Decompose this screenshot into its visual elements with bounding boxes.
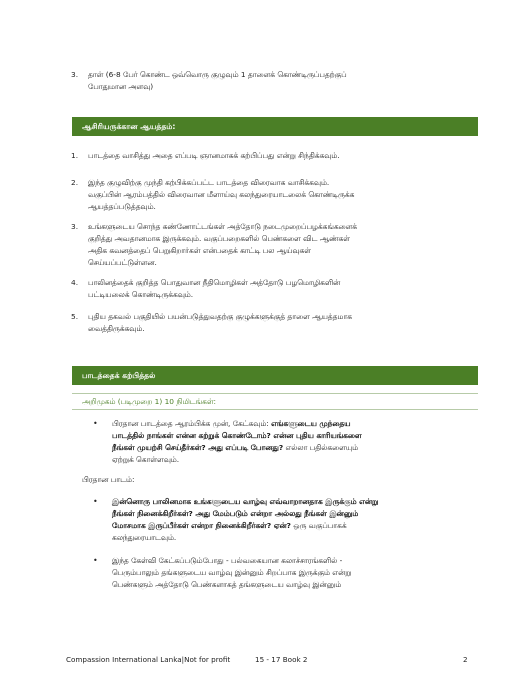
bullet-question: நீங்கள் முயற்சி செய்தீர்கள்? அது எப்படி போனது? — [112, 443, 284, 452]
bullet-text: எல்லா பதில்களையும் — [283, 443, 359, 452]
footer-book: 15 - 17 Book 2 — [255, 655, 308, 664]
footer-org: Compassion International Lanka|Not for profit — [66, 655, 231, 664]
bullet-text: இந்த கேள்வி கேட்கப்படும்போது - பல்வகையான கலாச்சாரங்களில் - — [112, 556, 343, 565]
intro-subheading: அறிமுகம் (படிமுறை 1) 10 நிமிடங்கள்: — [72, 393, 478, 410]
bullet-line — [112, 418, 464, 430]
item-line: பாலினத்தைக் குறித்த பொதுவான நீதிமொழிகள் அத்தோடு பழமொழிகளின் — [88, 278, 341, 287]
bullet-text: ஒரு வகுப்பாகக் — [290, 521, 347, 530]
item-line: ஆயத்தப்படுத்தவும். — [88, 202, 156, 211]
bullet-line — [112, 520, 464, 532]
bullet-text: பெண்களும் அத்தோடு பெண்களாகத் தங்களுடைய வாழ்வு இன்னும் — [112, 580, 342, 589]
bullet-question: பாடத்தில் நாங்கள் என்ன கற்றுக் கொண்டோம்? என்ன புதிய காரியங்களை — [112, 431, 362, 440]
bullet-question: எங்களுடைய முந்தைய — [271, 419, 351, 428]
intro-bullet — [93, 418, 464, 466]
materials-item-3 — [71, 69, 460, 93]
item-line: வகுப்பின் ஆரம்பத்தில் விரைவான மீளாய்வு கலந்துரையாடலைக் கொண்டிருக்க — [88, 190, 355, 199]
prep-item-3 — [71, 221, 460, 269]
bullet-question: இன்னொரு பாலினமாக உங்களுடைய வாழ்வு எவ்வாறானதாக இருக்கும் என்று — [112, 497, 379, 506]
teacher-prep-heading: ஆசிரியருக்கான ஆயத்தம்: — [72, 117, 478, 136]
bullet-text: கலந்துரையாடவும். — [112, 533, 177, 542]
main-lesson-label: பிரதான பாடம்: — [82, 475, 135, 484]
bullet-text: பெரும்பாலும் தங்களுடைய வாழ்வு இன்னும் சிறப்பாக இருக்கும் என்று — [112, 568, 352, 577]
item-line: புதிய தகவல் பகுதியில் பயன்படுத்துவதற்கு குழுக்களுக்குத் தாளை ஆயத்தமாக — [88, 312, 352, 321]
item-line: பாடத்தை வாசித்து அதை எப்படி ஞானமாகக் கற்பிப்பது என்று சிந்திக்கவும். — [88, 151, 340, 160]
item-number: 5. — [71, 312, 79, 321]
prep-item-4 — [71, 277, 460, 301]
bullet-question: நீங்கள் நினைக்கிறீர்கள்? அது மேம்படும் என்றா அல்லது நீங்கள் இன்னும் — [112, 509, 359, 518]
prep-item-2 — [71, 177, 460, 213]
bullet-question: மோசமாக இருப்பீர்கள் என்றா நினைக்கிறீர்கள்? ஏன்? — [112, 521, 291, 530]
item-line: உங்களுடைய சொந்த கண்ணோட்டங்கள் அத்தோடு நடைமுறைப்பழக்கங்களைக் — [88, 222, 357, 231]
prep-item-1 — [71, 150, 460, 162]
footer-page-number: 2 — [463, 655, 468, 664]
item-number: 3. — [71, 70, 79, 79]
bullet-dot: • — [93, 497, 98, 506]
bullet-text: பிரதான பாடத்தை ஆரம்பிக்க முன், கேட்கவும்: — [112, 419, 272, 428]
item-number: 2. — [71, 178, 79, 187]
item-line: குறித்து அவதானமாக இருக்கவும். வகுப்பறைகளில் பெண்களை விட ஆண்கள் — [88, 234, 350, 243]
teaching-heading: பாடத்தைக் கற்பித்தல் — [72, 366, 478, 385]
item-number: 3. — [71, 222, 79, 231]
item-line: இந்த குழுவிற்கு முந்தி கற்பிக்கப்பட்ட பாடத்தை விரைவாக வாசிக்கவும். — [88, 178, 330, 187]
main-bullet-1 — [93, 496, 464, 544]
bullet-text: ஏற்றுக் கொள்ளவும். — [112, 455, 180, 464]
prep-item-5 — [71, 311, 460, 335]
item-line: பட்டியலைக் கொண்டிருக்கவும். — [88, 290, 194, 299]
main-bullet-2 — [93, 555, 464, 591]
item-number: 4. — [71, 278, 79, 287]
item-line: அதிக கவனத்தைப் பெறுகிறார்கள் என்பதைக் காட்டி பல ஆய்வுகள் — [88, 246, 311, 255]
item-line: தாள் (6-8 பேர் கொண்ட ஒவ்வொரு குழுவும் 1 தாளைக் கொண்டிருப்பதற்குப் — [88, 70, 347, 79]
item-line: போதுமான அளவு) — [88, 82, 154, 91]
bullet-line — [112, 442, 464, 454]
bullet-dot: • — [93, 556, 98, 565]
item-line: வைத்திருக்கவும். — [88, 324, 145, 333]
bullet-dot: • — [93, 419, 98, 428]
item-line: செய்யப்பட்டுள்ளன. — [88, 258, 157, 267]
item-number: 1. — [71, 151, 79, 160]
